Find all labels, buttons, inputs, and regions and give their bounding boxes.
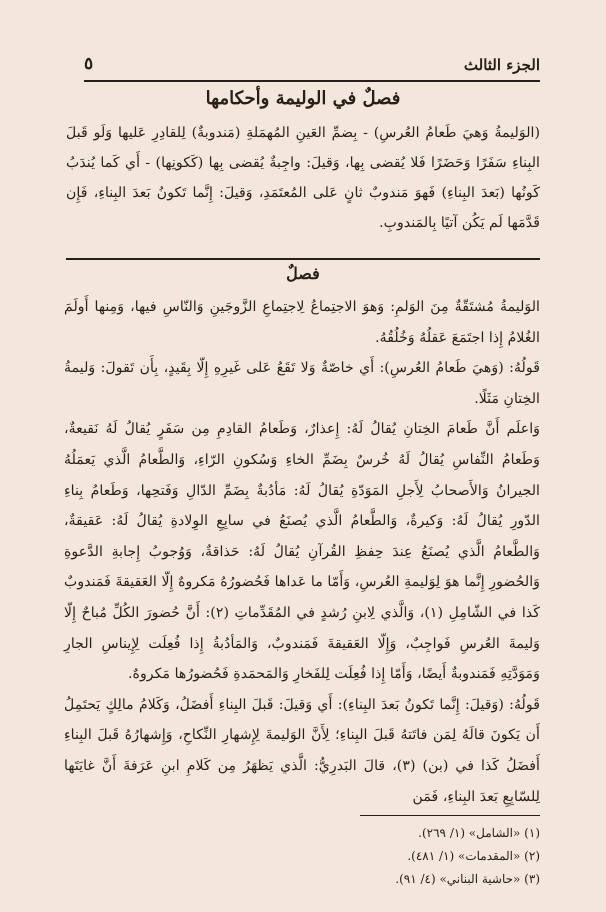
commentary-paragraph-2: قَولُهُ: (وَهيَ طَعامُ العُرسِ): أَي خاصّةٌ وَلا تَقَعُ عَلى غَيرِهِ إِلّا بِقَيدٍ، بِأَن تَقولَ: وَليمةُ الخِتانِ مَثَلًا. [64,360,540,407]
section-title: فصلٌ [286,264,320,283]
commentary-paragraph-4: قَولُهُ: (وَقيلَ: إِنَّما تَكونُ بَعدَ البِناءِ): أَي وَقيلَ: قَبلَ البِناءِ أَفضَلُ، وَكَلامُ مالِكٍ يَحتَمِلُ أَن يَكونَ قالَهُ لِمَن فاتَتهُ قَبلَ البِناءِ؛ لِأَنَّ الوَليمةَ لِإِشهارِ النِّكاحِ، وَإِشهارُهُ قَبلَ البِناءِ أَفضَلُ كَذا في (بن) (٣)، قالَ البَدرِيُّ: الَّذي يَظهَرُ مِن كَلامِ ابنِ عَرَفةَ أَنَّ غايَتَها لِلسّابِعِ بَعدَ البِناءِ، فَمَن [64,696,540,805]
intro-paragraph: (الوَليمةُ وَهيَ طَعامُ العُرسِ) - بِضمِّ العَينِ المُهمَلةِ (مَندوبةٌ) لِلقادِرِ عَليها وَلَو قَبلَ البِناءِ سَفَرًا وَحَضَرًا فَلا يُقضى بِها، وَقيلَ: واجِبةٌ يُقضى بِها (كَكونِها) - أَي كَما يُندَبُ كَونُها (بَعدَ البِناءِ) فَهوَ مَندوبٌ ثانٍ عَلى المُعتَمَدِ، وَقيلَ: إِنَّما تَكونُ بَعدَ البِناءِ، فَإِن قَدَّمَها لَم يَكُن آتيًا بِالمَندوبِ. [66,125,540,231]
chapter-title: فصلٌ في الوليمة وأحكامها [205,88,401,109]
footnote-1: (١) «الشامل» (١/ ٢٦٩). [418,826,540,840]
commentary-paragraph-1: الوَليمةُ مُشتَقّةٌ مِنَ الوَلمِ: وَهوَ الاجتِماعُ لِاجتِماعِ الزَّوجَينِ وَالنّاسِ فيها، وَمِنها أَولَمَ الغُلامُ إِذا اجتَمَعَ عَقلُهُ وَخُلُقُهُ. [64,299,540,346]
commentary-text [64,292,540,812]
volume-title: الجزء الثالث [463,56,540,74]
footnote-divider [360,815,540,816]
divider [66,258,540,260]
main-text [66,118,540,238]
page-number: ٥ [84,54,94,74]
footnotes [66,822,540,891]
footnote-3: (٣) «حاشية البناني» (٤/ ٩١). [395,872,540,886]
footnote-2: (٢) «المقدمات» (١/ ٤٨١). [407,849,540,863]
running-header [84,54,540,82]
commentary-paragraph-3: وَاعلَم أَنَّ طَعامَ الخِتانِ يُقالُ لَهُ: إِعذارٌ، وَطَعامُ القادِمِ مِن سَفَرٍ يُقالُ لَهُ نَقيعةٌ، وَطَعامُ النِّفاسِ يُقالُ لَهُ خُرسٌ بِضَمِّ الخاءِ وَسُكونِ الرّاءِ، وَالطَّعامُ الَّذي يَعمَلُهُ الجيرانُ وَالأَصحابُ لِأَجلِ المَوَدّةِ يُقالُ لَهُ: مَأدُبةٌ بِضَمِّ الدّالِ وَفَتحِها، وَطَعامُ بِناءِ الدّورِ يُقالُ لَهُ: وَكيرةٌ، وَالطَّعامُ الَّذي يُصنَعُ في سابِعِ الوِلادةِ يُقالُ لَهُ: عَقيقةٌ، وَالطَّعامُ الَّذي يُصنَعُ عِندَ حِفظِ القُرآنِ يُقالُ لَهُ: حَذاقةٌ، وَوُجوبُ إِجابةِ الدَّعوةِ وَالحُضورِ إِنَّما هوَ لِوَليمةِ العُرسِ، وَأَمّا ما عَداها فَحُضورُهُ مَكروهٌ إِلّا العَقيقةَ فَمَندوبٌ كَذا في الشّامِلِ (١)، وَالَّذي لِابنِ رُشدٍ في المُقَدِّماتِ (٢): أَنَّ حُضورَ الكُلِّ مُباحٌ إِلّا وَليمةَ العُرسِ فَواجِبٌ، وَإِلّا العَقيقةَ فَمَندوبٌ، وَالمَأدُبةُ إِذا فُعِلَت لِإِيناسِ الجارِ وَمَوَدَّتِهِ فَمَندوبةٌ أَيضًا، وَأَمّا إِذا فُعِلَت لِلفَخارِ وَالمَحمَدةِ فَحُضورُها مَكروهٌ. [64,421,540,683]
